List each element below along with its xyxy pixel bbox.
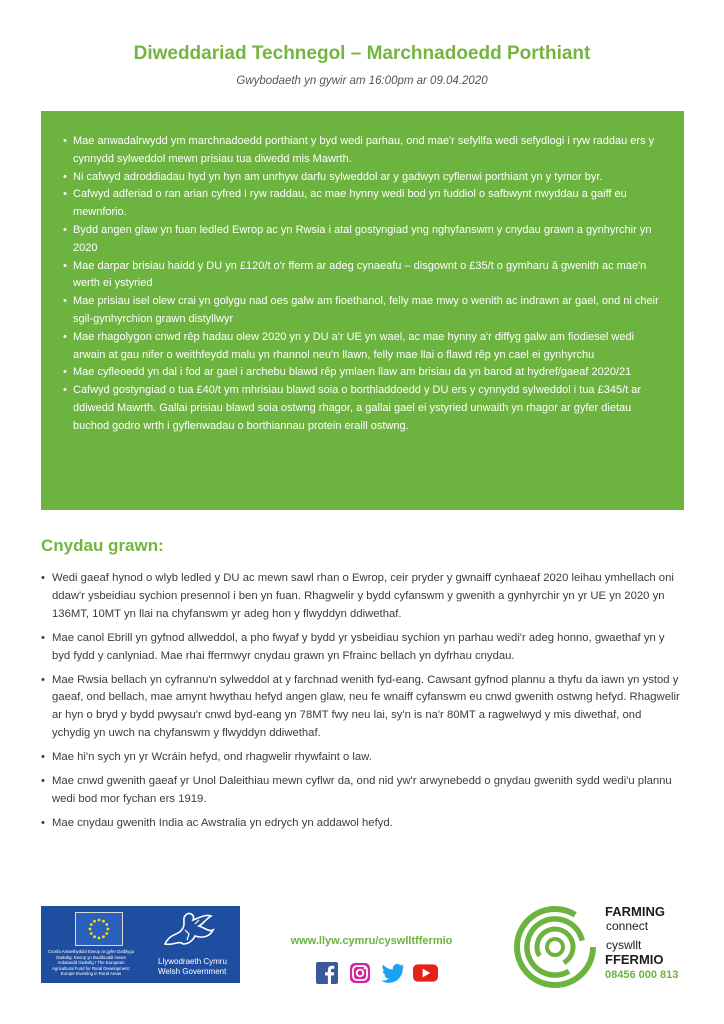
brand-cy-2: FFERMIO	[605, 952, 664, 967]
brand-en-1: FARMING	[605, 904, 665, 919]
wg-line-cy: Llywodraeth Cymru	[158, 957, 227, 966]
summary-list	[63, 133, 660, 436]
wg-text	[141, 957, 240, 977]
summary-item: • Cafwyd adferiad o ran arian cyfred i ryw raddau, ac mae hynny wedi bod yn fuddiol o safbwynt nwyddau a gaiff eu mewnforio.	[63, 186, 660, 222]
summary-box	[41, 111, 684, 510]
welsh-government-logo	[141, 906, 240, 983]
brand-en-2: connect	[606, 919, 649, 933]
eu-text: Cronfa Amaethyddol Ewrop ar gyfer Datblygu Gwledig: Ewrop yn Buddsoddi mewn Ardaloedd Gwledig / The European Agricultural Fund for Rural Development: Europe Investing in Rural Areas	[47, 949, 135, 976]
summary-item: • Mae prisiau isel olew crai yn golygu nad oes galw am fioethanol, felly mae mwy o wenith ac indrawn ar gael, ond ni cheir sgil-gynhyrchion grawn distyllwyr	[63, 293, 660, 329]
page-title: Diweddariad Technegol – Marchnadoedd Porthiant	[133, 43, 591, 64]
summary-item: • Mae darpar brisiau haidd y DU yn £120/t o'r fferm ar adeg cynaeafu – disgownt o £35/t o gymharu â gwenith ac mae'n werth ei ystyried	[63, 258, 660, 294]
social-links	[314, 960, 438, 985]
grain-section	[41, 570, 681, 839]
summary-item: • Bydd angen glaw yn fuan ledled Ewrop ac yn Rwsia i atal gostyngiad yng nghyfanswm y cnydau grawn a gynhyrchir yn 2020	[63, 222, 660, 258]
facebook-icon[interactable]	[314, 960, 339, 985]
grain-item: • Mae canol Ebrill yn gyfnod allweddol, a pho fwyaf y bydd yr ysbeidiau sychion yn parhau wedi'r adeg honno, gwaethaf yn y byd fydd y canlyniad. Mae rhai ffermwyr cnydau grawn yn Ffrainc bellach yn dyfrhau cnydau.	[41, 630, 681, 666]
summary-item: • Cafwyd gostyngiad o tua £40/t ym mhrisiau blawd soia o borthladdoedd y DU ers y cynnydd sylweddol i tua £345/t ar ddiwedd Mawrth. Gallai prisiau blawd soia ostwng rhagor, a gallai gael ei ystyried unwaith yn rhagor ar gyfer dietau buchod godro wrth i gyflenwadau o borthiannau protein eraill ostwng.	[63, 382, 660, 435]
farming-connect-wordmark	[605, 904, 678, 983]
eu-flag-icon	[75, 912, 123, 946]
twitter-icon[interactable]	[380, 960, 405, 985]
dragon-icon	[159, 910, 219, 950]
grain-item: • Mae cnwd gwenith gaeaf yr Unol Daleithiau mewn cyflwr da, ond nid yw'r arwynebedd o gnydau gwenith sydd wedi'u plannu wedi bod mor fychan ers 1919.	[41, 773, 681, 809]
grain-item: • Wedi gaeaf hynod o wlyb ledled y DU ac mewn sawl rhan o Ewrop, ceir pryder y gwnaiff cynhaeaf 2020 leihau ymhellach oni ddaw'r ysbeidiau sychion presennol i ben yn fuan. Rhagwelir y bydd cyfanswm y gwenith a gynhyrchir yn yr UE yn 2020 yn 136MT, 10MT yn llai na chyfanswm yr adeg hon y flwyddyn ddiwethaf.	[41, 570, 681, 624]
grain-item: • Mae Rwsia bellach yn cyfrannu'n sylweddol at y farchnad wenith fyd-eang. Cawsant gyfnod plannu a thyfu da iawn yn ystod y gaeaf, ond bellach, mae amynt hwythau hefyd angen glaw, neu fe wnaiff cyfanswm eu cnwd gwenith ostwng hefyd. Rhagwelir ar hyn o bryd y bydd pwysau'r cnwd byd-eang yn 78MT fwy neu lai, sy'n is na'r 80MT a ragwelwyd y mis diwethaf, ond ychydig yn uwch na chyfanswm y flwyddyn ddiwethaf.	[41, 672, 681, 744]
grain-item: • Mae hi'n sych yn yr Wcráin hefyd, ond rhagwelir rhywfaint o law.	[41, 749, 681, 767]
section-title: Cnydau grawn:	[41, 536, 164, 555]
grain-list	[41, 570, 681, 833]
summary-item: • Ni cafwyd adroddiadau hyd yn hyn am unrhyw darfu sylweddol ar y gadwyn cyflenwi porthiant yn y tymor byr.	[63, 169, 660, 187]
eu-logo	[41, 906, 141, 983]
summary-item: • Mae cyfleoedd yn dal i fod ar gael i archebu blawd rêp ymlaen llaw am brisiau da yn barod at hydref/gaeaf 2020/21	[63, 364, 660, 382]
phone-number: 08456 000 813	[605, 969, 679, 981]
wg-line-en: Welsh Government	[158, 967, 227, 976]
page-subtitle: Gwybodaeth yn gywir am 16:00pm ar 09.04.2020	[236, 75, 488, 87]
brand-cy-1: cyswllt	[606, 938, 642, 952]
farming-connect-logo	[512, 904, 598, 990]
summary-item: • Mae rhagolygon cnwd rêp hadau olew 2020 yn y DU a'r UE yn wael, ac mae hynny a'r diffyg galw am fiodiesel wedi arwain at gau nifer o weithfeydd malu yn rhannol neu'n llawn, felly mae llai o flawd rêp yn cael ei gynhyrchu	[63, 329, 660, 365]
summary-item: • Mae anwadalrwydd ym marchnadoedd porthiant y byd wedi parhau, ond mae'r sefyllfa wedi sefydlogi i ryw raddau ers y cynnydd sylweddol mewn prisiau tua diwedd mis Mawrth.	[63, 133, 660, 169]
youtube-icon[interactable]	[413, 960, 438, 985]
funding-logos	[41, 906, 240, 983]
instagram-icon[interactable]	[347, 960, 372, 985]
website-link[interactable]: www.llyw.cymru/cyswlltffermio	[290, 935, 453, 947]
grain-item: • Mae cnydau gwenith India ac Awstralia yn edrych yn addawol hefyd.	[41, 815, 681, 833]
